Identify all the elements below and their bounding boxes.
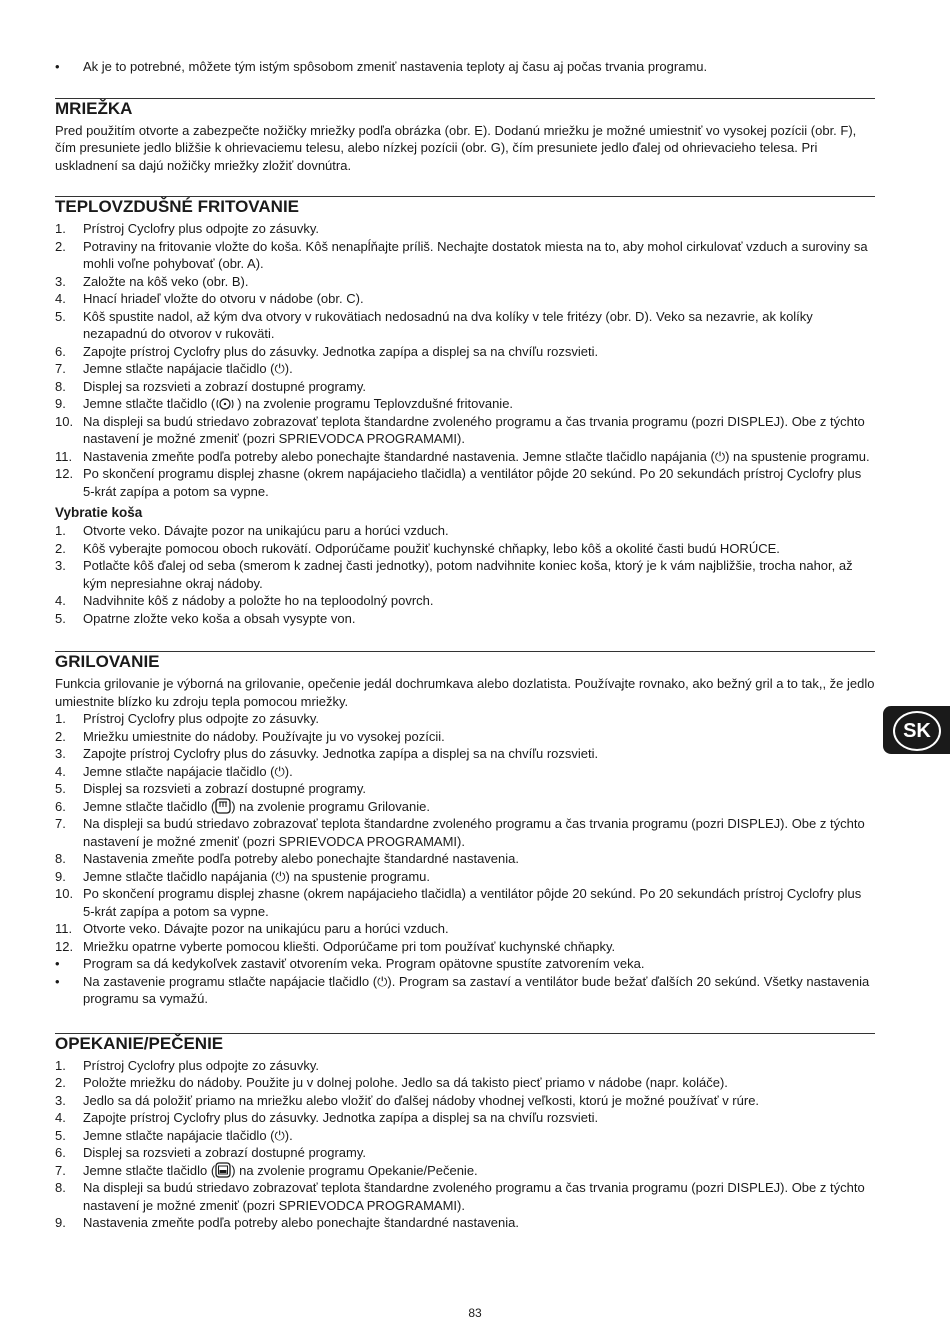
list-item [55,780,875,798]
list-item [55,868,875,886]
section-mriezka [55,98,875,175]
bullet-mark: • [55,956,60,971]
list-item-text: Jemne stlačte napájacie tlačidlo (⏻). [83,763,293,779]
list-item-text: Prístroj Cyclofry plus odpojte zo zásuvky. [83,1057,320,1073]
section-teplovzdusne [55,196,875,627]
bake-program-icon [215,1162,231,1178]
list-item-number: 2. [55,238,66,254]
list-item-text: Položte mriežku do nádoby. Použite ju v dolnej polohe. Jedlo sa dá takisto piecť priamo v nádobe (napr. koláče). [83,1075,728,1090]
list-item-number: 1. [55,1057,66,1073]
list-item-text: Nastavenia zmeňte podľa potreby alebo ponechajte štandardné nastavenia. [83,851,519,866]
list-item-text: Otvorte veko. Dávajte pozor na unikajúcu paru a horúci vzduch. [83,523,449,538]
intro-bullet-text: Ak je to potrebné, môžete tým istým spôsobom zmeniť nastavenia teploty aj času aj počas trvania programu. [83,59,708,74]
list-item [55,308,875,343]
list-item-number: 1. [55,523,66,538]
list-item-text: Displej sa rozsvieti a zobrazí dostupné programy. [83,1145,366,1160]
list-item-number: 3. [55,1092,66,1108]
list-item-number: 4. [55,763,66,779]
list-item-text: Nastavenia zmeňte podľa potreby alebo ponechajte štandardné nastavenia. Jemne stlačte tlačidlo napájania (⏻) na spustenie programu. [83,448,870,464]
list-item [55,1057,875,1075]
section-paragraph: Pred použitím otvorte a zabezpečte nožičky mriežky podľa obrázka (obr. E). Dodanú mriežku je možné umiestniť vo vysokej pozícii (obr. F), čím presuniete jedlo bližšie k ohrievaciemu telesu, alebo nízkej pozícii (obr. G), čím presuniete jedlo ďalej od ohrievacieho telesa. Pri uskladnení sa dajú nožičky mriežky zložiť dovnútra. [55,122,857,173]
list-item-text [83,395,875,413]
list-item-number: 6. [55,1145,66,1160]
list-item [55,1127,875,1145]
list-item [55,728,875,746]
bullet-text: Na zastavenie programu stlačte napájacie tlačidlo (⏻). Program sa zastaví a ventilátor bude bežať ďalších 20 sekúnd. Všetky nastavenia programu sa vymažú. [83,973,870,1006]
list-item-text: Nastavenia zmeňte podľa potreby alebo ponechajte štandardné nastavenia. [83,1215,519,1230]
list-item [55,610,875,628]
page-number: 83 [468,1306,482,1320]
list-item [55,815,875,850]
list-item [55,378,875,396]
list-item-number: 9. [55,396,66,411]
list-item [55,540,875,558]
list-item [55,710,875,728]
list-item-number: 5. [55,308,66,324]
numbered-list [55,220,875,500]
list-item [55,557,875,592]
list-item-number: 1. [55,221,66,236]
list-item-text: Opatrne zložte veko koša a obsah vysypte von. [83,610,356,626]
list-item [55,360,875,378]
numbered-list [55,522,875,627]
list-item-number: 4. [55,593,66,608]
list-item-text: Jemne stlačte tlačidlo napájania (⏻) na spustenie programu. [83,868,431,884]
list-item-number: 2. [55,540,66,556]
list-item [55,1109,875,1127]
list-item-number: 7. [55,1162,66,1178]
list-item-number: 8. [55,851,66,866]
list-item-text: Na displeji sa budú striedavo zobrazovať teplota štandardne zvoleného programu a čas trvania programu (pozri DISPLEJ). Obe z týchto nastavení je možné zmeniť (pozri SPRIEVODCA PROGRAMAMI). [83,816,865,849]
list-item [55,238,875,273]
list-item [55,448,875,466]
numbered-list [55,710,875,955]
list-item-number: 6. [55,798,66,814]
bullet-text: Program sa dá kedykoľvek zastaviť otvorením veka. Program opätovne spustíte zatvorením veka. [83,956,645,971]
list-item-text: Zapojte prístroj Cyclofry plus do zásuvky. Jednotka zapípa a displej sa na chvíľu rozsvieti. [83,746,599,761]
list-item [55,745,875,763]
list-item [55,413,875,448]
list-item [55,220,875,238]
list-item [55,343,875,361]
list-item [55,885,875,920]
list-item-text-post: ) na zvolenie programu Grilovanie. [231,798,430,814]
list-item-text: Potlačte kôš ďalej od seba (smerom k zadnej časti jednotky), potom nadvihnite koniec koša, ktorý je k vám najbližšie, trocha nahor, až kým nepresiahne okraj nádoby. [83,558,853,591]
list-item-number: 9. [55,868,66,884]
list-item [55,1162,875,1180]
list-item-number: 6. [55,343,66,359]
list-item-text: Kôš vyberajte pomocou oboch rukovätí. Odporúčame použiť kuchynské chňapky, lebo kôš a okolité časti budú HORÚCE. [83,540,780,556]
list-item-number: 3. [55,273,66,289]
list-item [55,798,875,816]
numbered-list [55,1057,875,1232]
list-item-number: 2. [55,728,66,744]
list-item-text: Prístroj Cyclofry plus odpojte zo zásuvky. [83,221,320,236]
grill-program-icon [215,798,231,814]
bullet-list [55,955,875,1008]
bullet-mark: • [55,973,60,989]
list-item-text-pre: Jemne stlačte tlačidlo ( [83,1162,216,1178]
intro-bullet [55,58,875,76]
list-item-text-post: ) na zvolenie programu Teplovzdušné fritovanie. [237,396,514,411]
list-item-text: Kôš spustite nadol, až kým dva otvory v rukovätiach nedosadnú na dva kolíky v tele fritézy (obr. D). Veko sa nezavrie, ak kolíky nezapadnú do otvorov v rukoväti. [83,308,813,341]
list-item-text: Zapojte prístroj Cyclofry plus do zásuvky. Jednotka zapípa a displej sa na chvíľu rozsvieti. [83,1110,599,1125]
section-opekanie [55,1033,875,1232]
list-item-number: 10. [55,413,74,429]
list-item-text: Displej sa rozsvieti a zobrazí dostupné programy. [83,781,366,796]
list-item-number: 4. [55,291,66,306]
section-paragraph: Funkcia grilovanie je výborná na grilovanie, opečenie jedál dochrumkava alebo dozlatista. Používajte rovnako, ako bežný gril a to tak,, že jedlo umiestnite blízko ku zdroju tepla pomocou mriežky. [55,676,875,709]
section-title: TEPLOVZDUŠNÉ FRITOVANIE [55,196,875,217]
list-item [55,522,875,540]
list-item-text: Hnací hriadeľ vložte do otvoru v nádobe (obr. C). [83,291,364,306]
list-item [55,395,875,413]
list-item-number: 3. [55,746,66,761]
section-title: GRILOVANIE [55,651,875,672]
list-item-text: Otvorte veko. Dávajte pozor na unikajúcu paru a horúci vzduch. [83,921,449,936]
list-item-text [83,798,875,816]
list-item-number: 10. [55,886,74,901]
bullet-mark: • [55,59,60,74]
list-item [55,1074,875,1092]
list-item-number: 7. [55,361,66,376]
list-item-number: 12. [55,466,74,481]
subsection-title: Vybratie koša [55,505,143,520]
list-item-text: Po skončení programu displej zhasne (okrem napájacieho tlačidla) a ventilátor pôjde 20 sekúnd. Po 20 sekundách prístroj Cyclofry plus 5-krát zapípa a potom sa vypne. [83,886,862,919]
list-item-text: Potraviny na fritovanie vložte do koša. Kôš nenapĺňajte príliš. Nechajte dostatok miesta na to, aby mohol cirkulovať vzduch a suroviny sa mohli voľne pohybovať (obr. A). [83,238,868,271]
list-item-number: 5. [55,781,66,796]
list-item-text: Mriežku umiestnite do nádoby. Používajte ju vo vysokej pozícii. [83,728,445,744]
list-item-number: 7. [55,816,66,831]
list-item-number: 1. [55,711,66,726]
section-grilovanie [55,651,875,1008]
fan-program-icon [215,397,237,411]
list-item-text-post: ) na zvolenie programu Opekanie/Pečenie. [231,1162,478,1178]
list-item-text: Po skončení programu displej zhasne (okrem napájacieho tlačidla) a ventilátor pôjde 20 sekúnd. Po 20 sekundách prístroj Cyclofry plus 5-krát zapípa a potom sa vypne. [83,466,862,499]
list-item [55,1179,875,1214]
list-item-number: 5. [55,610,66,626]
language-tab-label: SK [893,711,941,751]
list-item-number: 11. [55,921,73,936]
list-item-number: 3. [55,558,66,573]
list-item [55,1144,875,1162]
list-item [55,920,875,938]
list-item-text: Zapojte prístroj Cyclofry plus do zásuvky. Jednotka zapípa a displej sa na chvíľu rozsvieti. [83,343,599,359]
list-item-text-pre: Jemne stlačte tlačidlo ( [83,396,216,411]
list-item [55,592,875,610]
list-item-number: 12. [55,938,74,954]
list-item [55,290,875,308]
list-item [55,850,875,868]
list-item-text: Prístroj Cyclofry plus odpojte zo zásuvky. [83,711,320,726]
list-item-number: 5. [55,1127,66,1143]
list-item-text: Displej sa rozsvieti a zobrazí dostupné programy. [83,378,366,394]
bullet-item [55,955,875,973]
list-item-text-pre: Jemne stlačte tlačidlo ( [83,798,216,814]
bullet-item [55,973,875,1008]
list-item-text: Jedlo sa dá položiť priamo na mriežku alebo vložiť do ďalšej nádoby vhodnej veľkosti, ktorú je možné používať v rúre. [83,1092,760,1108]
list-item-text: Na displeji sa budú striedavo zobrazovať teplota štandardne zvoleného programu a čas trvania programu (pozri DISPLEJ). Obe z týchto nastavení je možné zmeniť (pozri SPRIEVODCA PROGRAMAMI). [83,1180,865,1213]
section-title: OPEKANIE/PEČENIE [55,1033,875,1054]
section-title: MRIEŽKA [55,98,875,119]
list-item-number: 9. [55,1215,66,1230]
list-item-text: Jemne stlačte napájacie tlačidlo (⏻). [83,361,293,376]
list-item [55,465,875,500]
list-item-text: Nadvihnite kôš z nádoby a položte ho na teploodolný povrch. [83,593,434,608]
list-item [55,763,875,781]
list-item [55,938,875,956]
list-item-text: Jemne stlačte napájacie tlačidlo (⏻). [83,1127,293,1143]
list-item-text: Na displeji sa budú striedavo zobrazovať teplota štandardne zvoleného programu a čas trvania programu (pozri DISPLEJ). Obe z týchto nastavení je možné zmeniť (pozri SPRIEVODCA PROGRAMAMI). [83,413,865,446]
list-item-number: 8. [55,378,66,394]
list-item-number: 11. [55,448,73,464]
list-item-text: Založte na kôš veko (obr. B). [83,273,249,289]
list-item-number: 4. [55,1110,66,1125]
list-item-text [83,1162,875,1180]
language-tab [883,706,950,754]
list-item-number: 2. [55,1075,66,1090]
list-item [55,273,875,291]
list-item [55,1092,875,1110]
list-item-number: 8. [55,1180,66,1195]
list-item [55,1214,875,1232]
document-body [55,58,875,1232]
list-item-text: Mriežku opatrne vyberte pomocou kliešti. Odporúčame pri tom používať kuchynské chňapky. [83,938,616,954]
